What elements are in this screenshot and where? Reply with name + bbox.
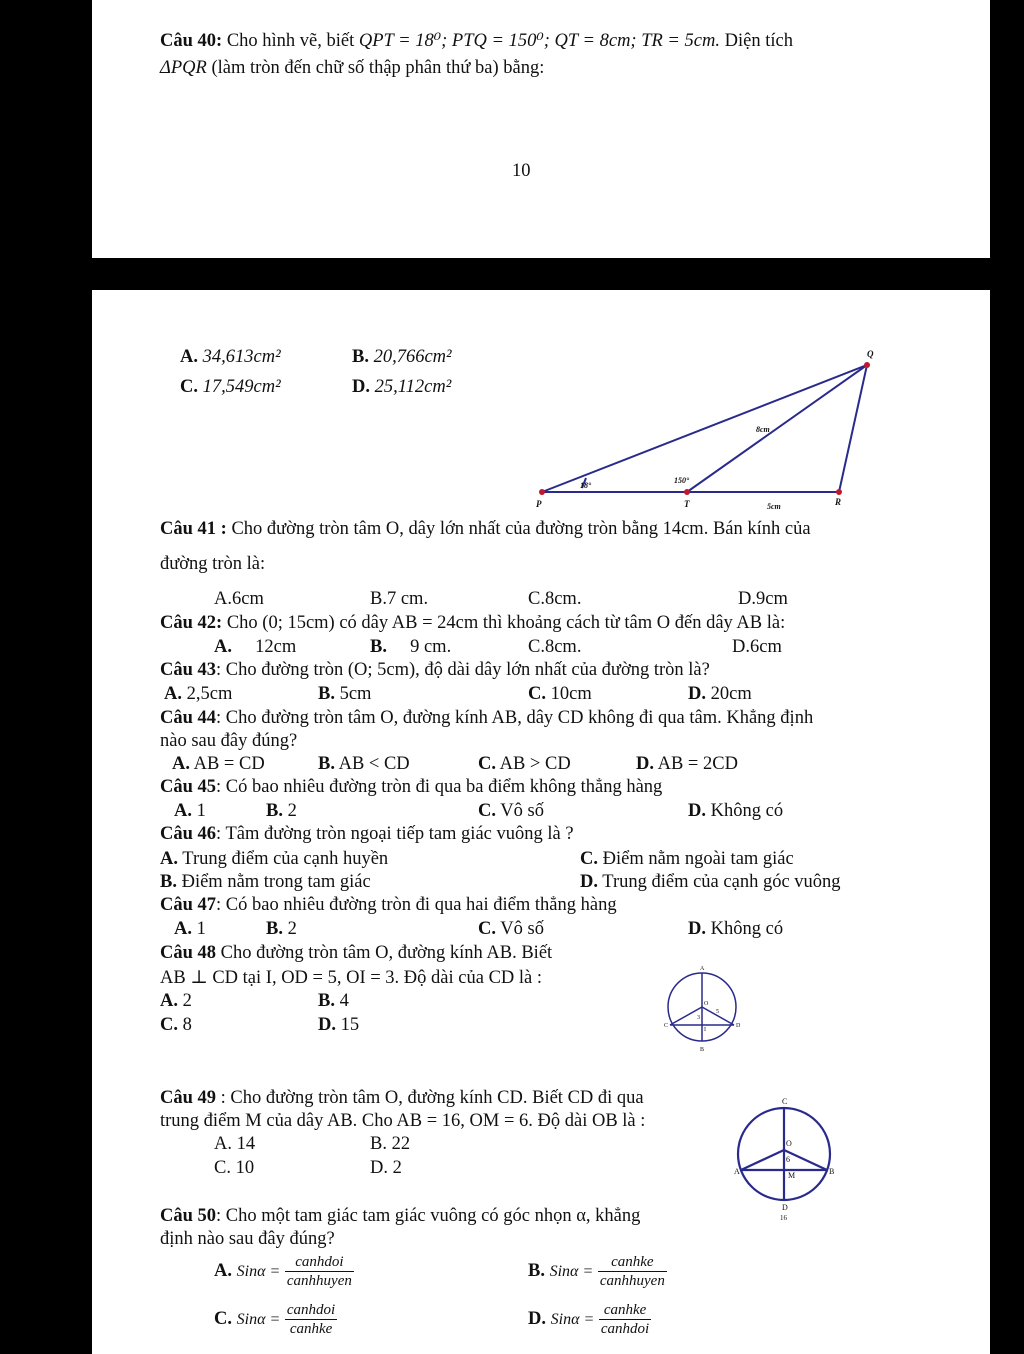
- option-text: AB = 2CD: [657, 754, 738, 774]
- q48-text: Cho đường tròn tâm O, đường kính AB. Biết: [220, 943, 553, 963]
- q46-option-a: [160, 848, 388, 870]
- q49-text: : Cho đường tròn tâm O, đường kính CD. Biết CD đi qua: [220, 1088, 644, 1108]
- q48-line1: [160, 942, 552, 964]
- q47-option-b: [266, 918, 297, 940]
- q47-option-a: [174, 918, 206, 940]
- label-m: M: [788, 1171, 796, 1180]
- option-text: Điểm nằm ngoài tam giác: [602, 849, 794, 869]
- option-text: 4: [339, 991, 349, 1011]
- option-label: B.: [370, 637, 387, 657]
- q49-line1: [160, 1087, 644, 1109]
- q45-line1: [160, 776, 662, 798]
- q44-line2: nào sau đây đúng?: [160, 731, 298, 751]
- point-t: [684, 489, 690, 495]
- q41-line1: [160, 518, 811, 540]
- label-t: T: [684, 499, 690, 509]
- q40-triangle: ΔPQR: [160, 58, 207, 78]
- fraction: [598, 1253, 667, 1290]
- segment-oa: [741, 1150, 784, 1170]
- point-q: [864, 362, 870, 368]
- q50-text: : Cho một tam giác tam giác vuông có góc nhọn α, khẳng: [216, 1206, 641, 1226]
- q47-label: Câu 47: [160, 895, 217, 915]
- q48-option-b: [318, 990, 349, 1012]
- option-label: B.: [370, 1134, 387, 1154]
- option-text: 2: [392, 1158, 402, 1178]
- option-label: D.: [688, 919, 706, 939]
- label-tr: 5cm: [767, 502, 781, 511]
- option-label: B.: [318, 991, 335, 1011]
- label-b: B: [829, 1167, 835, 1176]
- q40-line2: [160, 57, 544, 79]
- q40-text-end: Diện tích: [724, 31, 793, 51]
- q40-label: Câu 40:: [160, 31, 223, 51]
- q40-line2-text: (làm tròn đến chữ số thập phân thứ ba) bằng:: [211, 58, 545, 78]
- sin-alpha: Sinα =: [549, 1263, 594, 1280]
- q40-option-b: [352, 346, 452, 368]
- option-text: AB = CD: [193, 754, 265, 774]
- q45-option-c: [478, 800, 544, 822]
- q44-option-a: [172, 753, 265, 775]
- label-o: O: [786, 1139, 792, 1148]
- segment-qt: [687, 365, 867, 492]
- q43-option-b: [318, 683, 371, 705]
- q43-line1: [160, 659, 710, 681]
- label-qt: 8cm: [756, 425, 770, 434]
- q42-line1: [160, 612, 785, 634]
- segment-ob: [784, 1150, 827, 1170]
- q40-option-a: [180, 346, 281, 368]
- q47-option-c: [478, 918, 544, 940]
- sin-alpha: Sinα =: [550, 1311, 595, 1328]
- option-label: C.: [528, 684, 546, 704]
- option-text: 9 cm.: [410, 637, 452, 657]
- q45-option-b: [266, 800, 297, 822]
- fraction: [599, 1301, 651, 1338]
- q44-option-c: [478, 753, 571, 775]
- option-label: A.: [174, 801, 192, 821]
- label-p: P: [536, 499, 542, 509]
- option-text: 2: [287, 801, 297, 821]
- option-label: D.: [528, 1309, 546, 1329]
- q43-label: Câu 43: [160, 660, 217, 680]
- q42-text: Cho (0; 15cm) có dây AB = 24cm thì khoảng cách từ tâm O đến dây AB là:: [226, 613, 786, 633]
- q41-line2: đường tròn là:: [160, 554, 266, 574]
- label-i: I: [704, 1027, 706, 1033]
- q44-line1: [160, 707, 813, 729]
- q46-option-b: [160, 871, 371, 893]
- q41-option-d: D.9cm: [738, 589, 788, 609]
- q42-option-a: [214, 636, 296, 658]
- q44-option-b: [318, 753, 410, 775]
- option-label: D.: [580, 872, 598, 892]
- option-text: Không có: [710, 801, 784, 821]
- label-16: 16: [780, 1214, 787, 1222]
- q40-text: Cho hình vẽ, biết: [226, 31, 355, 51]
- point-r: [836, 489, 842, 495]
- option-label: A.: [160, 849, 178, 869]
- q50-label: Câu 50: [160, 1206, 217, 1226]
- q47-option-d: [688, 918, 783, 940]
- label-a: A: [700, 966, 705, 972]
- page-number: 10: [512, 161, 531, 181]
- option-text: Không có: [710, 919, 784, 939]
- option-text: 2: [182, 991, 192, 1011]
- q49-line2: trung điểm M của dây AB. Cho AB = 16, OM = 6. Độ dài OB là :: [160, 1111, 646, 1131]
- option-text: Vô số: [500, 919, 544, 939]
- option-label: B.: [352, 347, 369, 367]
- q42-option-c: C.8cm.: [528, 637, 582, 657]
- q50-option-b: [528, 1252, 667, 1291]
- q41-option-c: C.8cm.: [528, 589, 582, 609]
- q43-option-d: [688, 683, 752, 705]
- option-label: C.: [478, 754, 496, 774]
- q40-triangle-figure: [522, 345, 892, 515]
- option-label: D.: [636, 754, 654, 774]
- fraction-denominator: canhdoi: [600, 1321, 650, 1338]
- option-text: 5cm: [339, 684, 372, 704]
- fraction-numerator: canhdoi: [295, 1254, 344, 1271]
- option-label: C.: [580, 849, 598, 869]
- option-label: B.: [266, 801, 283, 821]
- q44-label: Câu 44: [160, 708, 217, 728]
- q49-option-b: [370, 1133, 410, 1155]
- option-label: D.: [688, 684, 706, 704]
- option-label: A.: [164, 684, 182, 704]
- q42-option-d: D.6cm: [732, 637, 782, 657]
- q42-option-b: [370, 636, 451, 658]
- option-label: C.: [478, 919, 496, 939]
- option-text: 17,549cm²: [202, 377, 281, 397]
- option-label: C.: [214, 1309, 232, 1329]
- q49-circle-figure: [732, 1092, 842, 1224]
- option-text: 14: [236, 1134, 256, 1154]
- q47-text: : Có bao nhiêu đường tròn đi qua hai điểm thẳng hàng: [216, 895, 617, 915]
- option-label: B.: [160, 872, 177, 892]
- label-q: Q: [867, 349, 874, 359]
- option-label: A.: [214, 1261, 232, 1281]
- option-label: C.: [478, 801, 496, 821]
- fraction: [285, 1253, 354, 1290]
- q48-option-d: [318, 1014, 359, 1036]
- option-label: D.: [370, 1158, 388, 1178]
- triangle-pqr: [542, 365, 867, 492]
- q50-line1: [160, 1205, 640, 1227]
- sin-alpha: Sinα =: [236, 1263, 281, 1280]
- option-text: 10cm: [550, 684, 592, 704]
- label-o: O: [704, 1001, 709, 1007]
- option-text: AB < CD: [338, 754, 410, 774]
- label-angle-p: 18°: [580, 481, 592, 490]
- option-text: 12cm: [255, 637, 297, 657]
- q49-option-d: [370, 1157, 402, 1179]
- q48-option-a: [160, 990, 192, 1012]
- fraction: [285, 1301, 337, 1338]
- option-text: Vô số: [500, 801, 544, 821]
- option-text: 1: [196, 801, 206, 821]
- option-label: A.: [174, 919, 192, 939]
- option-label: A.: [172, 754, 190, 774]
- option-text: 8: [182, 1015, 192, 1035]
- sin-alpha: Sinα =: [236, 1311, 281, 1328]
- fraction-numerator: canhke: [603, 1302, 647, 1319]
- fraction-denominator: canhhuyen: [599, 1273, 665, 1290]
- option-label: C.: [180, 377, 198, 397]
- option-text: Điểm nằm trong tam giác: [181, 872, 371, 892]
- fraction-denominator: canhke: [285, 1319, 337, 1338]
- option-text: 10: [235, 1158, 255, 1178]
- q40-line1: [160, 30, 793, 52]
- q48-line2: AB ⊥ CD tại I, OD = 5, OI = 3. Độ dài của CD là :: [160, 968, 543, 988]
- q45-option-d: [688, 800, 783, 822]
- option-text: 25,112cm²: [374, 377, 452, 397]
- q48-circle-figure: [664, 965, 744, 1055]
- option-text: 2,5cm: [186, 684, 233, 704]
- option-label: C.: [160, 1015, 178, 1035]
- q44-text: : Cho đường tròn tâm O, đường kính AB, dây CD không đi qua tâm. Khẳng định: [216, 708, 814, 728]
- option-text: AB > CD: [499, 754, 571, 774]
- option-text: 20,766cm²: [373, 347, 452, 367]
- q46-label: Câu 46: [160, 824, 217, 844]
- q45-label: Câu 45: [160, 777, 217, 797]
- label-3: 3: [697, 1015, 700, 1021]
- q50-option-c: [214, 1300, 337, 1339]
- option-text: 34,613cm²: [202, 347, 281, 367]
- label-angle-t: 150°: [674, 476, 690, 485]
- option-label: A.: [214, 637, 232, 657]
- option-label: B.: [266, 919, 283, 939]
- q41-text: Cho đường tròn tâm O, dây lớn nhất của đường tròn bằng 14cm. Bán kính của: [231, 519, 811, 539]
- q46-line1: [160, 823, 574, 845]
- q41-option-a: A.6cm: [214, 589, 264, 609]
- label-r: R: [835, 497, 842, 507]
- q43-text: : Cho đường tròn (O; 5cm), độ dài dây lớn nhất của đường tròn là?: [216, 660, 710, 680]
- option-label: B.: [318, 684, 335, 704]
- q50-option-a: [214, 1252, 354, 1291]
- label-c: C: [782, 1097, 788, 1106]
- option-text: Trung điểm của cạnh góc vuông: [602, 872, 841, 892]
- q41-label: Câu 41 :: [160, 519, 227, 539]
- q44-option-d: [636, 753, 738, 775]
- label-a: A: [734, 1167, 740, 1176]
- point-p: [539, 489, 545, 495]
- option-text: 2: [287, 919, 297, 939]
- q43-option-a: [164, 683, 232, 705]
- q49-option-a: [214, 1133, 255, 1155]
- option-label: A.: [180, 347, 198, 367]
- option-label: C.: [214, 1158, 231, 1178]
- option-text: 20cm: [710, 684, 752, 704]
- option-label: B.: [318, 754, 335, 774]
- q42-label: Câu 42:: [160, 613, 223, 633]
- q50-option-d: [528, 1300, 651, 1339]
- q48-option-c: [160, 1014, 192, 1036]
- label-6: 6: [786, 1155, 790, 1164]
- page-main: [92, 290, 990, 1354]
- label-c: C: [664, 1023, 669, 1029]
- q46-option-c: [580, 848, 794, 870]
- q49-label: Câu 49: [160, 1088, 217, 1108]
- option-text: Trung điểm của cạnh huyền: [182, 849, 389, 869]
- q43-option-c: [528, 683, 592, 705]
- q50-line2: định nào sau đây đúng?: [160, 1229, 335, 1249]
- q47-line1: [160, 894, 617, 916]
- option-label: B.: [528, 1261, 545, 1281]
- q49-option-c: [214, 1157, 254, 1179]
- option-label: D.: [688, 801, 706, 821]
- option-text: 22: [391, 1134, 411, 1154]
- option-text: 1: [196, 919, 206, 939]
- q45-option-a: [174, 800, 206, 822]
- option-label: A.: [160, 991, 178, 1011]
- q41-option-b: B.7 cm.: [370, 589, 429, 609]
- q46-option-d: [580, 871, 841, 893]
- label-b: B: [700, 1047, 705, 1053]
- q46-text: : Tâm đường tròn ngoại tiếp tam giác vuông là ?: [216, 824, 574, 844]
- label-5: 5: [716, 1009, 719, 1015]
- q40-math: QPT = 18⁰; PTQ = 150⁰; QT = 8cm; TR = 5cm.: [358, 31, 720, 51]
- fraction-denominator: canhhuyen: [286, 1273, 352, 1290]
- label-d: D: [736, 1023, 741, 1029]
- q48-label: Câu 48: [160, 943, 217, 963]
- fraction-numerator: canhdoi: [286, 1302, 336, 1319]
- fraction-numerator: canhke: [611, 1254, 654, 1271]
- option-label: D.: [352, 377, 370, 397]
- label-d: D: [782, 1203, 788, 1212]
- q45-text: : Có bao nhiêu đường tròn đi qua ba điểm không thẳng hàng: [216, 777, 663, 797]
- option-text: 15: [340, 1015, 360, 1035]
- option-label: D.: [318, 1015, 336, 1035]
- option-label: A.: [214, 1134, 232, 1154]
- page-top: [92, 0, 990, 258]
- q40-option-d: [352, 376, 451, 398]
- q40-option-c: [180, 376, 281, 398]
